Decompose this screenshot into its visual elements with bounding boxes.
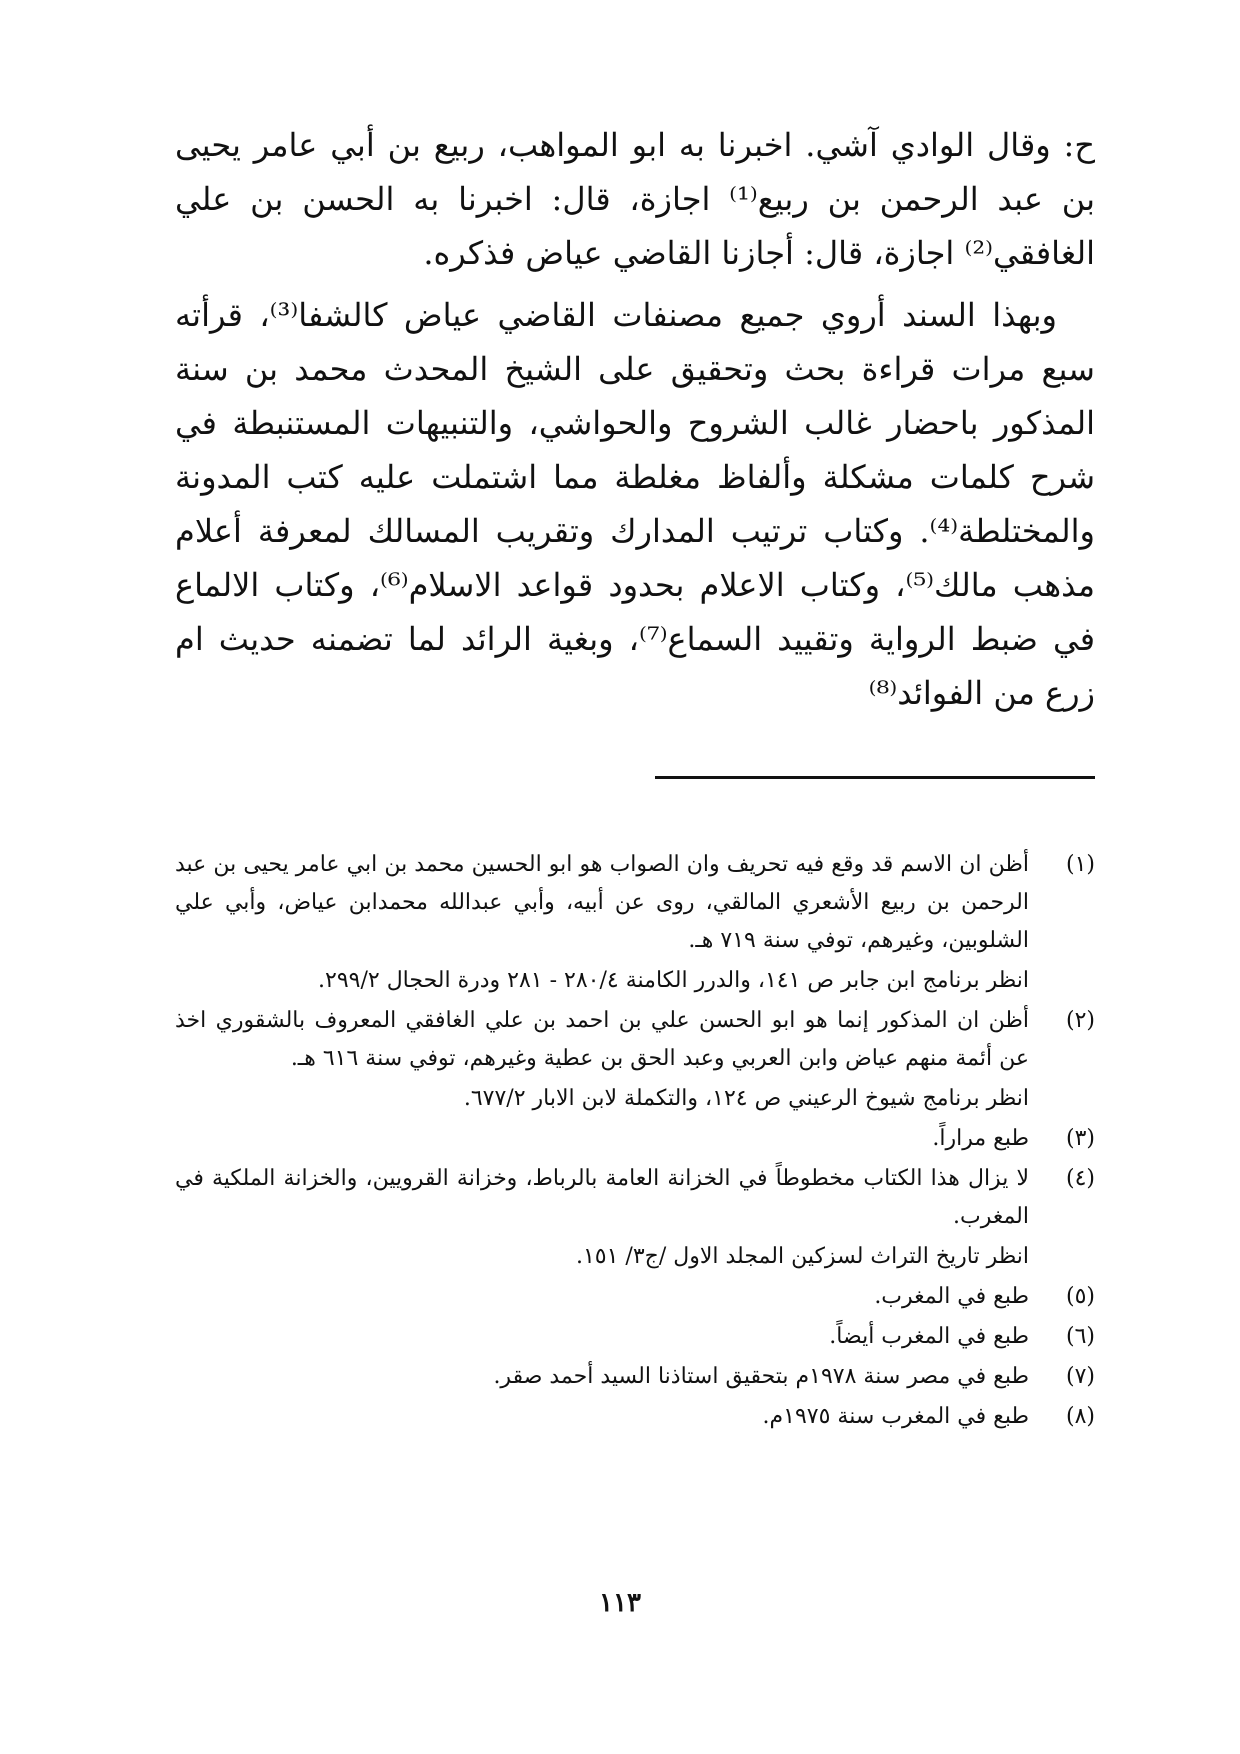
footnote-1 xyxy=(175,846,1095,1000)
paragraph-2: وبهذا السند أروي جميع مصنفات القاضي عياض كالشفا⁽³⁾، قرأته سبع مرات قراءة بحث وتحقيق على الشيخ المحدث محمد بن سنة المذكور باحضار غالب الشروح والحواشي، والتنبيهات المستنبطة في شرح كلمات مشكلة وألفاظ مغلطة مما اشتملت عليه كتب المدونة والمختلطة⁽⁴⁾. وكتاب ترتيب المدارك وتقريب المسالك لمعرفة أعلام مذهب مالك⁽⁵⁾، وكتاب الاعلام بحدود قواعد الاسلام⁽⁶⁾، وكتاب الالماع في ضبط الرواية وتقييد السماع⁽⁷⁾، وبغية الرائد لما تضمنه حديث ام زرع من الفوائد⁽⁸⁾ xyxy=(175,296,1096,712)
footnote-number: (١) xyxy=(1065,852,1095,877)
footnote-4 xyxy=(175,1160,1095,1276)
footnote-text: طبع في المغرب. xyxy=(874,1284,1029,1309)
footnotes-list xyxy=(175,846,1095,1438)
footnote-body xyxy=(175,1358,1029,1396)
footnote-reference: انظر برنامج شيوخ الرعيني ص ١٢٤، والتكملة لابن الابار ٦٧٧/٢. xyxy=(463,1086,1029,1111)
footnote-text: أظن ان الاسم قد وقع فيه تحريف وان الصواب هو ابو الحسين محمد بن ابي عامر يحيى بن عبد الرحمن بن ربيع الأشعري المالقي، روى عن أبيه، وأبي عبدالله محمدابن عياض، وأبي علي الشلوبين، وغيرهم، توفي سنة ٧١٩ هـ. xyxy=(175,852,1029,953)
footnote-number: (٥) xyxy=(1065,1284,1095,1309)
footnote-body xyxy=(175,1002,1029,1118)
footnote-reference: انظر تاريخ التراث لسزكين المجلد الاول /ج٣/ ١٥١. xyxy=(575,1244,1029,1269)
footnote-number: (٨) xyxy=(1065,1404,1095,1429)
footnote-text: أظن ان المذكور إنما هو ابو الحسن علي بن احمد بن علي الغافقي المعروف بالشقوري اخذ عن أئمة منهم عياض وابن العربي وعبد الحق بن عطية وغيرهم، توفي سنة ٦١٦ هـ. xyxy=(175,1008,1029,1071)
footnote-text: طبع في مصر سنة ١٩٧٨م بتحقيق استاذنا السيد أحمد صقر. xyxy=(493,1364,1029,1389)
page-number: ١١٣ xyxy=(599,1588,641,1618)
footnote-text: طبع في المغرب سنة ١٩٧٥م. xyxy=(762,1404,1029,1429)
footnote-7 xyxy=(175,1358,1095,1396)
footnote-body xyxy=(175,1120,1029,1158)
footnote-5 xyxy=(175,1278,1095,1316)
main-text-block xyxy=(175,118,1095,728)
footnote-body xyxy=(175,1160,1029,1276)
footnote-text: طبع مراراً. xyxy=(932,1126,1029,1151)
footnote-number: (٦) xyxy=(1065,1324,1095,1349)
footnote-3 xyxy=(175,1120,1095,1158)
footnote-6 xyxy=(175,1318,1095,1356)
footnote-number: (٣) xyxy=(1065,1126,1095,1151)
footnote-number: (٢) xyxy=(1065,1008,1095,1033)
footnote-body xyxy=(175,1318,1029,1356)
footnote-body xyxy=(175,1278,1029,1316)
footnote-separator xyxy=(655,776,1095,779)
footnote-reference: انظر برنامج ابن جابر ص ١٤١، والدرر الكامنة ٢٨٠/٤ - ٢٨١ ودرة الحجال ٢٩٩/٢. xyxy=(318,968,1029,993)
footnote-8 xyxy=(175,1398,1095,1436)
footnote-text: لا يزال هذا الكتاب مخطوطاً في الخزانة العامة بالرباط، وخزانة القرويين، والخزانة الملكية في المغرب. xyxy=(175,1166,1029,1229)
footnote-2 xyxy=(175,1002,1095,1118)
footnote-number: (٧) xyxy=(1065,1364,1095,1389)
footnote-body xyxy=(175,1398,1029,1436)
footnote-number: (٤) xyxy=(1065,1166,1095,1191)
paragraph-1: ح: وقال الوادي آشي. اخبرنا به ابو المواهب، ربيع بن أبي عامر يحيى بن عبد الرحمن بن ربيع⁽¹⁾ اجازة، قال: اخبرنا به الحسن بن علي الغافقي⁽²⁾ اجازة، قال: أجازنا القاضي عياض فذكره. xyxy=(175,126,1096,272)
footnote-body xyxy=(175,846,1029,1000)
footnote-text: طبع في المغرب أيضاً. xyxy=(829,1324,1029,1349)
